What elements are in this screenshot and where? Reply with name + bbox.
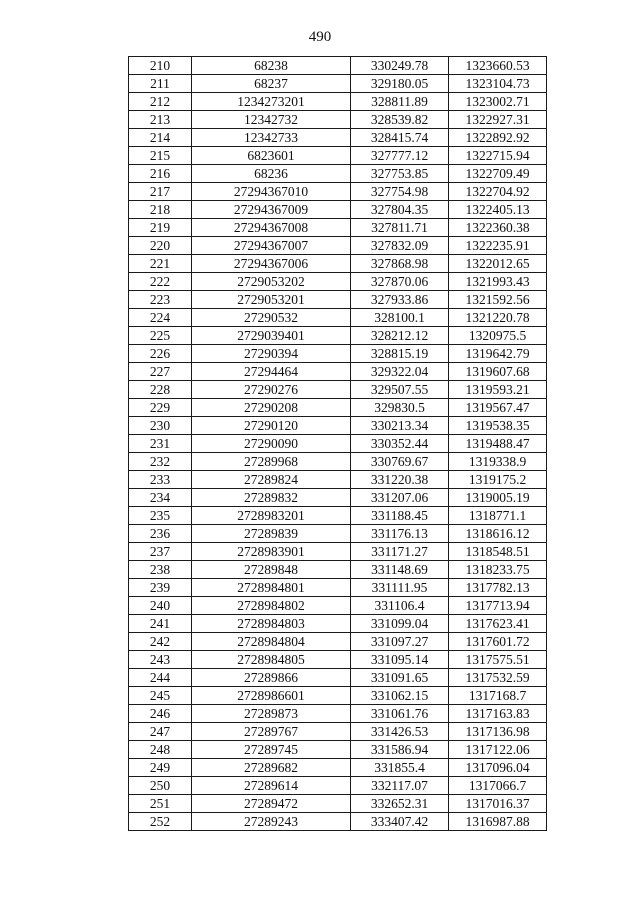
cell-y-coordinate: 1322012.65 <box>449 255 547 273</box>
cell-point-id: 27289472 <box>192 795 351 813</box>
table-row <box>129 309 547 327</box>
cell-y-coordinate: 1323104.73 <box>449 75 547 93</box>
coordinates-table <box>128 56 547 831</box>
cell-point-id: 27290532 <box>192 309 351 327</box>
cell-index: 236 <box>129 525 192 543</box>
cell-y-coordinate: 1318548.51 <box>449 543 547 561</box>
cell-point-id: 6823601 <box>192 147 351 165</box>
cell-point-id: 27294367010 <box>192 183 351 201</box>
table-row <box>129 93 547 111</box>
cell-x-coordinate: 327811.71 <box>351 219 449 237</box>
cell-index: 238 <box>129 561 192 579</box>
cell-x-coordinate: 331207.06 <box>351 489 449 507</box>
table-row <box>129 471 547 489</box>
table-row <box>129 363 547 381</box>
table-row <box>129 129 547 147</box>
cell-point-id: 68236 <box>192 165 351 183</box>
cell-x-coordinate: 330213.34 <box>351 417 449 435</box>
cell-point-id: 27289848 <box>192 561 351 579</box>
cell-y-coordinate: 1318771.1 <box>449 507 547 525</box>
cell-index: 223 <box>129 291 192 309</box>
table-row <box>129 777 547 795</box>
cell-point-id: 2728984804 <box>192 633 351 651</box>
cell-index: 248 <box>129 741 192 759</box>
cell-point-id: 27294367007 <box>192 237 351 255</box>
table-row <box>129 579 547 597</box>
cell-point-id: 27290120 <box>192 417 351 435</box>
cell-y-coordinate: 1319642.79 <box>449 345 547 363</box>
cell-index: 226 <box>129 345 192 363</box>
cell-y-coordinate: 1319538.35 <box>449 417 547 435</box>
cell-x-coordinate: 327754.98 <box>351 183 449 201</box>
cell-index: 252 <box>129 813 192 831</box>
cell-index: 242 <box>129 633 192 651</box>
cell-index: 230 <box>129 417 192 435</box>
cell-point-id: 27294367006 <box>192 255 351 273</box>
table-row <box>129 183 547 201</box>
table-row <box>129 795 547 813</box>
cell-index: 246 <box>129 705 192 723</box>
table-row <box>129 759 547 777</box>
cell-point-id: 68237 <box>192 75 351 93</box>
cell-x-coordinate: 331148.69 <box>351 561 449 579</box>
cell-y-coordinate: 1319005.19 <box>449 489 547 507</box>
cell-y-coordinate: 1317623.41 <box>449 615 547 633</box>
table-row <box>129 453 547 471</box>
cell-point-id: 2728986601 <box>192 687 351 705</box>
cell-x-coordinate: 328811.89 <box>351 93 449 111</box>
cell-x-coordinate: 331171.27 <box>351 543 449 561</box>
cell-index: 225 <box>129 327 192 345</box>
cell-index: 222 <box>129 273 192 291</box>
cell-point-id: 27289968 <box>192 453 351 471</box>
cell-point-id: 27289682 <box>192 759 351 777</box>
cell-x-coordinate: 331061.76 <box>351 705 449 723</box>
cell-y-coordinate: 1318233.75 <box>449 561 547 579</box>
table-row <box>129 399 547 417</box>
cell-x-coordinate: 331095.14 <box>351 651 449 669</box>
cell-y-coordinate: 1317066.7 <box>449 777 547 795</box>
cell-y-coordinate: 1322709.49 <box>449 165 547 183</box>
cell-y-coordinate: 1317532.59 <box>449 669 547 687</box>
cell-point-id: 27294367008 <box>192 219 351 237</box>
cell-index: 219 <box>129 219 192 237</box>
cell-y-coordinate: 1319567.47 <box>449 399 547 417</box>
cell-index: 239 <box>129 579 192 597</box>
cell-point-id: 68238 <box>192 57 351 75</box>
cell-point-id: 2728984803 <box>192 615 351 633</box>
cell-x-coordinate: 331062.15 <box>351 687 449 705</box>
page-number: 490 <box>308 29 332 45</box>
cell-x-coordinate: 329507.55 <box>351 381 449 399</box>
table-row <box>129 165 547 183</box>
cell-y-coordinate: 1317122.06 <box>449 741 547 759</box>
cell-point-id: 2728983201 <box>192 507 351 525</box>
cell-point-id: 2728984801 <box>192 579 351 597</box>
cell-index: 212 <box>129 93 192 111</box>
table-row <box>129 705 547 723</box>
cell-y-coordinate: 1319175.2 <box>449 471 547 489</box>
cell-y-coordinate: 1317136.98 <box>449 723 547 741</box>
table-row <box>129 255 547 273</box>
cell-y-coordinate: 1321993.43 <box>449 273 547 291</box>
table-row <box>129 435 547 453</box>
table-row <box>129 507 547 525</box>
cell-index: 235 <box>129 507 192 525</box>
cell-x-coordinate: 333407.42 <box>351 813 449 831</box>
cell-index: 228 <box>129 381 192 399</box>
cell-index: 220 <box>129 237 192 255</box>
cell-x-coordinate: 332652.31 <box>351 795 449 813</box>
cell-index: 215 <box>129 147 192 165</box>
table-row <box>129 327 547 345</box>
cell-y-coordinate: 1322715.94 <box>449 147 547 165</box>
cell-point-id: 12342733 <box>192 129 351 147</box>
cell-x-coordinate: 330352.44 <box>351 435 449 453</box>
cell-point-id: 27289614 <box>192 777 351 795</box>
cell-y-coordinate: 1317601.72 <box>449 633 547 651</box>
cell-y-coordinate: 1319488.47 <box>449 435 547 453</box>
table-row <box>129 111 547 129</box>
table-row <box>129 723 547 741</box>
cell-index: 214 <box>129 129 192 147</box>
cell-x-coordinate: 327832.09 <box>351 237 449 255</box>
cell-index: 221 <box>129 255 192 273</box>
cell-point-id: 27289873 <box>192 705 351 723</box>
cell-point-id: 27289745 <box>192 741 351 759</box>
cell-index: 237 <box>129 543 192 561</box>
table-row <box>129 687 547 705</box>
cell-index: 250 <box>129 777 192 795</box>
cell-x-coordinate: 331176.13 <box>351 525 449 543</box>
table-row <box>129 381 547 399</box>
cell-x-coordinate: 330249.78 <box>351 57 449 75</box>
cell-index: 232 <box>129 453 192 471</box>
cell-x-coordinate: 331111.95 <box>351 579 449 597</box>
table-row <box>129 237 547 255</box>
cell-x-coordinate: 331220.38 <box>351 471 449 489</box>
cell-point-id: 2729039401 <box>192 327 351 345</box>
cell-x-coordinate: 327868.98 <box>351 255 449 273</box>
cell-y-coordinate: 1323002.71 <box>449 93 547 111</box>
cell-x-coordinate: 331586.94 <box>351 741 449 759</box>
table-row <box>129 291 547 309</box>
cell-y-coordinate: 1322235.91 <box>449 237 547 255</box>
cell-y-coordinate: 1317016.37 <box>449 795 547 813</box>
table-row <box>129 147 547 165</box>
cell-x-coordinate: 331855.4 <box>351 759 449 777</box>
table-row <box>129 543 547 561</box>
table-row <box>129 669 547 687</box>
cell-x-coordinate: 332117.07 <box>351 777 449 795</box>
cell-point-id: 27290090 <box>192 435 351 453</box>
table-row <box>129 273 547 291</box>
table-row <box>129 633 547 651</box>
table-row <box>129 489 547 507</box>
cell-y-coordinate: 1317168.7 <box>449 687 547 705</box>
cell-point-id: 2728983901 <box>192 543 351 561</box>
table-body <box>129 57 547 831</box>
table-row <box>129 219 547 237</box>
cell-x-coordinate: 328212.12 <box>351 327 449 345</box>
cell-point-id: 2728984802 <box>192 597 351 615</box>
cell-y-coordinate: 1321220.78 <box>449 309 547 327</box>
cell-x-coordinate: 328539.82 <box>351 111 449 129</box>
cell-index: 218 <box>129 201 192 219</box>
cell-x-coordinate: 327804.35 <box>351 201 449 219</box>
cell-y-coordinate: 1318616.12 <box>449 525 547 543</box>
table-row <box>129 813 547 831</box>
cell-index: 245 <box>129 687 192 705</box>
cell-point-id: 1234273201 <box>192 93 351 111</box>
cell-index: 216 <box>129 165 192 183</box>
table-row <box>129 201 547 219</box>
cell-point-id: 27289839 <box>192 525 351 543</box>
cell-x-coordinate: 328100.1 <box>351 309 449 327</box>
cell-x-coordinate: 327753.85 <box>351 165 449 183</box>
cell-point-id: 27290394 <box>192 345 351 363</box>
cell-index: 244 <box>129 669 192 687</box>
cell-point-id: 12342732 <box>192 111 351 129</box>
table-row <box>129 525 547 543</box>
cell-y-coordinate: 1319593.21 <box>449 381 547 399</box>
cell-index: 210 <box>129 57 192 75</box>
cell-y-coordinate: 1322704.92 <box>449 183 547 201</box>
cell-x-coordinate: 329322.04 <box>351 363 449 381</box>
cell-point-id: 2729053202 <box>192 273 351 291</box>
table-row <box>129 597 547 615</box>
cell-x-coordinate: 327777.12 <box>351 147 449 165</box>
cell-y-coordinate: 1317782.13 <box>449 579 547 597</box>
cell-y-coordinate: 1322405.13 <box>449 201 547 219</box>
cell-y-coordinate: 1317575.51 <box>449 651 547 669</box>
cell-x-coordinate: 331426.53 <box>351 723 449 741</box>
cell-index: 243 <box>129 651 192 669</box>
cell-y-coordinate: 1319607.68 <box>449 363 547 381</box>
cell-x-coordinate: 330769.67 <box>351 453 449 471</box>
cell-index: 213 <box>129 111 192 129</box>
cell-point-id: 27294464 <box>192 363 351 381</box>
cell-x-coordinate: 331188.45 <box>351 507 449 525</box>
cell-x-coordinate: 331106.4 <box>351 597 449 615</box>
cell-y-coordinate: 1322360.38 <box>449 219 547 237</box>
cell-y-coordinate: 1322927.31 <box>449 111 547 129</box>
cell-x-coordinate: 331091.65 <box>351 669 449 687</box>
cell-index: 229 <box>129 399 192 417</box>
cell-point-id: 27290276 <box>192 381 351 399</box>
table-row <box>129 57 547 75</box>
cell-index: 240 <box>129 597 192 615</box>
table-row <box>129 345 547 363</box>
cell-point-id: 27289824 <box>192 471 351 489</box>
cell-point-id: 27289767 <box>192 723 351 741</box>
cell-x-coordinate: 328815.19 <box>351 345 449 363</box>
cell-point-id: 27289832 <box>192 489 351 507</box>
cell-x-coordinate: 327933.86 <box>351 291 449 309</box>
table-row <box>129 651 547 669</box>
table-row <box>129 75 547 93</box>
cell-point-id: 27289243 <box>192 813 351 831</box>
cell-index: 231 <box>129 435 192 453</box>
cell-index: 233 <box>129 471 192 489</box>
cell-y-coordinate: 1317713.94 <box>449 597 547 615</box>
cell-x-coordinate: 329180.05 <box>351 75 449 93</box>
cell-y-coordinate: 1320975.5 <box>449 327 547 345</box>
cell-y-coordinate: 1317163.83 <box>449 705 547 723</box>
cell-y-coordinate: 1322892.92 <box>449 129 547 147</box>
table-row <box>129 417 547 435</box>
cell-point-id: 2729053201 <box>192 291 351 309</box>
cell-x-coordinate: 328415.74 <box>351 129 449 147</box>
cell-point-id: 27290208 <box>192 399 351 417</box>
cell-index: 241 <box>129 615 192 633</box>
table-row <box>129 561 547 579</box>
cell-y-coordinate: 1317096.04 <box>449 759 547 777</box>
cell-x-coordinate: 327870.06 <box>351 273 449 291</box>
cell-y-coordinate: 1323660.53 <box>449 57 547 75</box>
cell-index: 227 <box>129 363 192 381</box>
cell-index: 234 <box>129 489 192 507</box>
cell-point-id: 2728984805 <box>192 651 351 669</box>
cell-index: 211 <box>129 75 192 93</box>
cell-index: 247 <box>129 723 192 741</box>
cell-x-coordinate: 331099.04 <box>351 615 449 633</box>
cell-y-coordinate: 1319338.9 <box>449 453 547 471</box>
table-row <box>129 741 547 759</box>
cell-index: 251 <box>129 795 192 813</box>
cell-index: 224 <box>129 309 192 327</box>
cell-index: 217 <box>129 183 192 201</box>
cell-point-id: 27294367009 <box>192 201 351 219</box>
cell-x-coordinate: 331097.27 <box>351 633 449 651</box>
table-row <box>129 615 547 633</box>
cell-point-id: 27289866 <box>192 669 351 687</box>
cell-index: 249 <box>129 759 192 777</box>
cell-y-coordinate: 1316987.88 <box>449 813 547 831</box>
cell-x-coordinate: 329830.5 <box>351 399 449 417</box>
cell-y-coordinate: 1321592.56 <box>449 291 547 309</box>
